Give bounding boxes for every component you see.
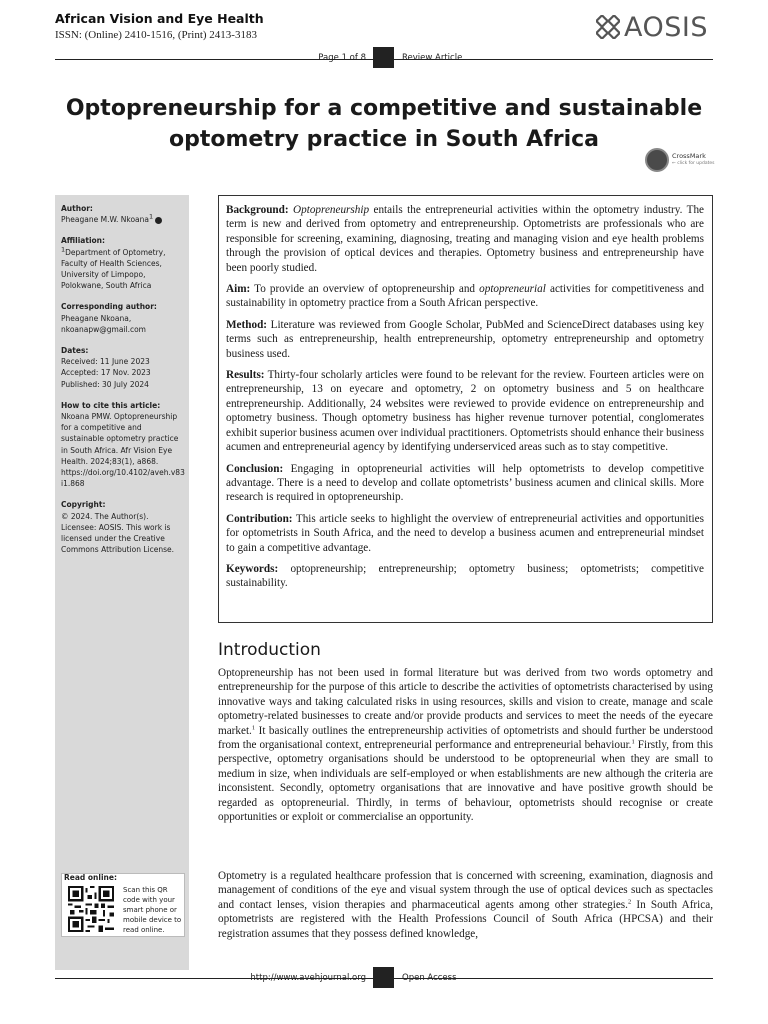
abstract-keywords: Keywords: optopreneurship; entrepreneurship; optometry business; optometrists; competitive sustainability.	[226, 562, 704, 590]
date-received: Received: 11 June 2023	[61, 357, 150, 367]
affiliation: $^1$Department of Optometry, Faculty of Health Sciences, University of Limpopo, Polokwane, South Africa	[61, 245, 166, 291]
crossmark-label: CrossMark	[672, 152, 706, 160]
crossmark-badge[interactable]	[645, 148, 715, 172]
page-number: Page 1 of 8	[318, 53, 366, 63]
aosis-logo-icon	[596, 15, 620, 39]
abstract-results: Results: Thirty-four scholarly articles were found to be relevant for the review. Fourteen articles were on entrepreneurship, 13 on eyecare and optometry, 2 on optometry business and 5 on healthcare entrepreneurship. Additionally, 24 websites were reviewed to provide evidence on entrepreneurship and optometry business. Though optometry business has higher revenue turnover potential, conglomerates exhibit superior business acumen over individual practitioners. Optometrists should enhance their business acumen and entrepreneurial agency by identifying underserviced areas such as to stay competitive.	[226, 369, 704, 454]
article-type: Review Article	[402, 53, 463, 63]
journal-name: African Vision and Eye Health	[55, 11, 264, 26]
open-access-label: Open Access	[402, 973, 457, 983]
journal-url-link[interactable]: http://www.avehjournal.org	[250, 973, 366, 983]
corresponding-name: Pheagane Nkoana,	[61, 313, 132, 323]
title-line-2: optometry practice in South Africa	[168, 127, 600, 152]
read-online-text: Scan this QR code with your smart phone or mobile device to read online.	[123, 886, 182, 934]
dates-heading: Dates:	[61, 346, 89, 356]
read-online-heading: Read online:	[64, 873, 117, 882]
qr-code-icon[interactable]	[68, 886, 114, 932]
copyright-heading: Copyright:	[61, 500, 106, 510]
abstract-method: Method: Literature was reviewed from Google Scholar, PubMed and ScienceDirect databases using key terms such as entrepreneurship, health entrepreneurship, optometry entrepreneurship and optometry business used.	[226, 318, 704, 360]
abstract-aim: Aim: To provide an overview of optopreneurship and optopreneurial activities for competitiveness and sustainability in optometry practice from a South African perspective.	[226, 283, 704, 310]
citation: Nkoana PMW. Optopreneurship for a competitive and sustainable optometry practice in South Africa. Afr Vision Eye Health. 2024;83(1), a868. https://doi.org/10.4102/aveh.v83i1.868	[61, 412, 185, 489]
publisher-logo[interactable]	[596, 12, 708, 42]
abstract-box	[218, 195, 713, 623]
header-square	[373, 47, 394, 68]
abstract-contribution: Contribution: This article seeks to highlight the overview of entrepreneurial activities and opportunities for optometrists in South Africa, and the need to develop a business acumen and entrepreneurial mindset to gain a competitive advantage.	[226, 512, 704, 554]
sidebar-info	[61, 203, 185, 555]
introduction-paragraph-2: Optometry is a regulated healthcare profession that is concerned with screening, examination, diagnosis and management of conditions of the eye and visual system through the use of optical devices such as spectacles and contact lenses, vision therapies and pharmaceutical agents among other strategies.$^2$ In South Africa, optometrists are registered with the Health Professions Council of South Africa (HPCSA) and their registration assumes that they possess defined knowledge,	[218, 870, 713, 940]
reference-1-repeat[interactable]: 1	[631, 738, 635, 746]
abstract-conclusion: Conclusion: Engaging in optopreneurial activities will help optometrists to develop competitive advantage. There is a need to develop and collate optometrists’ business acumen and clinical skills. More research is required in optopreneurship.	[226, 462, 704, 504]
footer-square	[373, 967, 394, 988]
publisher-name: AOSIS	[624, 11, 708, 43]
copyright-text: © 2024. The Author(s). Licensee: AOSIS. This work is licensed under the Creative Commons Attribution License.	[61, 511, 175, 555]
crossmark-sublabel: ← click for updates	[672, 161, 715, 166]
corresponding-email[interactable]: nkoanapw@gmail.com	[61, 324, 146, 334]
issn: ISSN: (Online) 2410-1516, (Print) 2413-3183	[55, 29, 257, 41]
introduction-heading: Introduction	[218, 640, 321, 660]
orcid-icon[interactable]	[155, 217, 162, 224]
title-line-1: Optopreneurship for a competitive and sustainable	[65, 96, 703, 121]
abstract-background: Background: Optopreneurship entails the entrepreneurial activities within the optometry industry. The term is new and derived from optometry and entrepreneurship. Optometrists are professionals who are responsible for screening, examining, diagnosing, treating and managing vision and eye health problems through the provision of optical devices and therapies. Optometry business and entrepreneurship have been poorly studied.	[226, 204, 705, 274]
cite-heading: How to cite this article:	[61, 400, 161, 410]
date-accepted: Accepted: 17 Nov. 2023	[61, 368, 151, 378]
author-name: Pheagane M.W. Nkoana$^1$	[61, 214, 185, 225]
author-heading: Author:	[61, 204, 93, 213]
reference-1[interactable]: 1	[251, 723, 256, 731]
crossmark-icon	[645, 148, 669, 172]
reference-2[interactable]: 2	[627, 898, 632, 906]
corresponding-heading: Corresponding author:	[61, 302, 157, 312]
affiliation-heading: Affiliation:	[61, 236, 106, 246]
article-title	[60, 93, 708, 155]
introduction-paragraph-1: Optopreneurship has not been used in formal literature but was derived from two words optometry and entrepreneurship for the purpose of this article to describe the activities of optometrists characterised by using innovative ways and taking calculated risks in using resources, skills and vision to create, manage and scale optometry-related businesses to create and/or provide products and services to meet the needs of the eyecare market.$^1$ It basically outlines the entrepreneurship activities of optometrists and should further be understood from the organisational context, entrepreneurial performance and entrepreneurial behaviour.$^1$ Firstly, from this perspective, optometry organisations should be understood to be optopreneurial when they are small to medium in size, when individuals are self-employed or when establishments are new although the criteria are inconsistent. Secondly, optometry organisations that are innovative and have positive growth should be regarded as optopreneurial. Thirdly, in terms of behaviour, optometrists should recognise or create opportunities or exploit or commercialise an opportunity.	[218, 667, 713, 824]
date-published: Published: 30 July 2024	[61, 379, 149, 389]
